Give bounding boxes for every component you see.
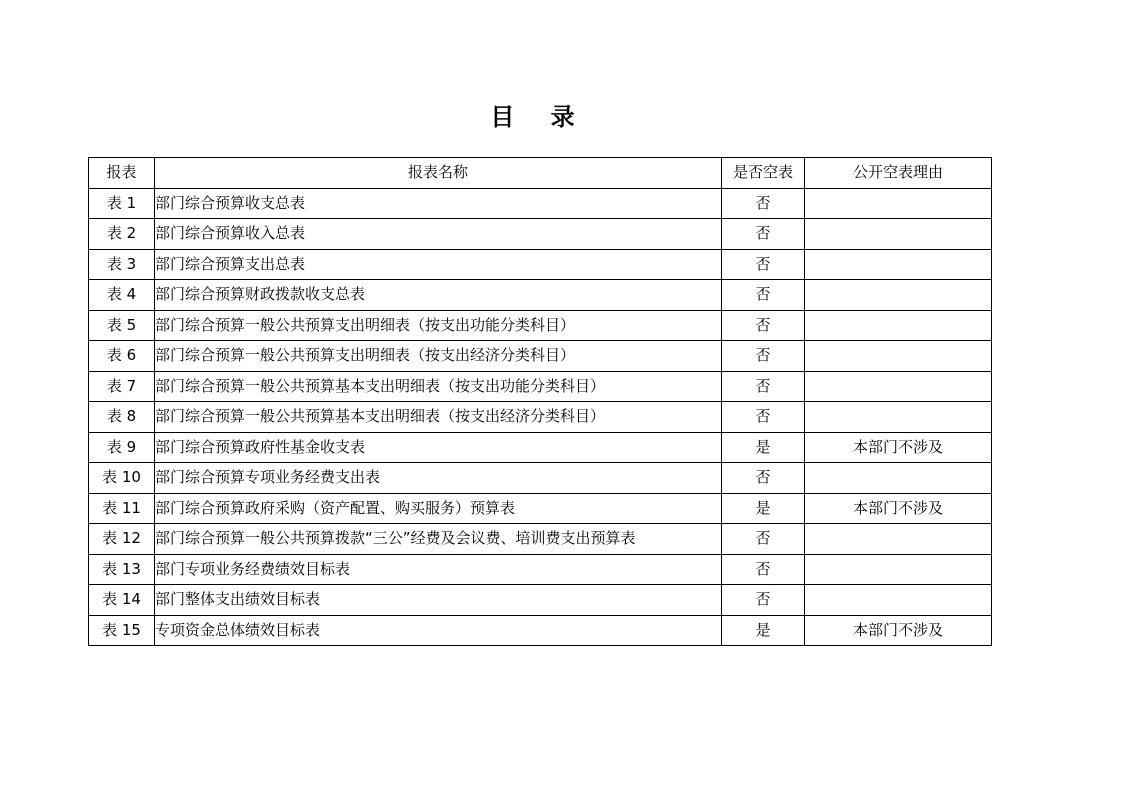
empty-reason — [805, 249, 992, 280]
empty-reason — [805, 463, 992, 494]
table-row — [89, 615, 992, 646]
is-empty-value: 否 — [722, 280, 805, 311]
is-empty-value: 否 — [722, 524, 805, 555]
empty-reason — [805, 280, 992, 311]
is-empty-value: 否 — [722, 341, 805, 372]
report-name: 部门综合预算专项业务经费支出表 — [155, 463, 722, 494]
table-row — [89, 524, 992, 555]
report-id: 表 4 — [89, 280, 155, 311]
table-row — [89, 432, 992, 463]
report-name: 部门综合预算财政拨款收支总表 — [155, 280, 722, 311]
report-name: 部门综合预算一般公共预算基本支出明细表（按支出经济分类科目） — [155, 402, 722, 433]
report-id: 表 10 — [89, 463, 155, 494]
report-id: 表 12 — [89, 524, 155, 555]
is-empty-value: 是 — [722, 615, 805, 646]
is-empty-value: 否 — [722, 585, 805, 616]
report-name: 部门综合预算支出总表 — [155, 249, 722, 280]
empty-reason — [805, 341, 992, 372]
is-empty-value: 否 — [722, 188, 805, 219]
empty-reason: 本部门不涉及 — [805, 432, 992, 463]
empty-reason — [805, 219, 992, 250]
is-empty-value: 否 — [722, 219, 805, 250]
header-is-empty: 是否空表 — [722, 158, 805, 189]
is-empty-value: 否 — [722, 249, 805, 280]
table-row — [89, 249, 992, 280]
report-id: 表 6 — [89, 341, 155, 372]
is-empty-value: 否 — [722, 310, 805, 341]
table-row — [89, 463, 992, 494]
report-name: 部门综合预算一般公共预算支出明细表（按支出功能分类科目） — [155, 310, 722, 341]
report-id: 表 13 — [89, 554, 155, 585]
is-empty-value: 是 — [722, 493, 805, 524]
table-row — [89, 188, 992, 219]
empty-reason — [805, 524, 992, 555]
table-row — [89, 402, 992, 433]
is-empty-value: 否 — [722, 402, 805, 433]
table-row — [89, 554, 992, 585]
empty-reason — [805, 310, 992, 341]
report-name: 部门综合预算一般公共预算支出明细表（按支出经济分类科目） — [155, 341, 722, 372]
page-title: 目 录 — [490, 102, 589, 131]
empty-reason: 本部门不涉及 — [805, 493, 992, 524]
empty-reason — [805, 402, 992, 433]
table-row — [89, 280, 992, 311]
report-table — [88, 157, 992, 646]
report-name: 部门综合预算收入总表 — [155, 219, 722, 250]
table-header-row — [89, 158, 992, 189]
empty-reason — [805, 188, 992, 219]
report-name: 部门整体支出绩效目标表 — [155, 585, 722, 616]
table-row — [89, 310, 992, 341]
report-id: 表 1 — [89, 188, 155, 219]
header-report-name: 报表名称 — [155, 158, 722, 189]
report-name: 部门综合预算政府采购（资产配置、购买服务）预算表 — [155, 493, 722, 524]
report-name: 专项资金总体绩效目标表 — [155, 615, 722, 646]
is-empty-value: 否 — [722, 554, 805, 585]
report-id: 表 11 — [89, 493, 155, 524]
report-id: 表 14 — [89, 585, 155, 616]
empty-reason — [805, 554, 992, 585]
header-report: 报表 — [89, 158, 155, 189]
table-row — [89, 219, 992, 250]
report-name: 部门综合预算一般公共预算拨款“三公”经费及会议费、培训费支出预算表 — [155, 524, 722, 555]
report-id: 表 3 — [89, 249, 155, 280]
report-name: 部门综合预算收支总表 — [155, 188, 722, 219]
report-id: 表 15 — [89, 615, 155, 646]
table-row — [89, 585, 992, 616]
table-row — [89, 493, 992, 524]
report-name: 部门专项业务经费绩效目标表 — [155, 554, 722, 585]
empty-reason — [805, 585, 992, 616]
header-empty-reason: 公开空表理由 — [805, 158, 992, 189]
is-empty-value: 否 — [722, 371, 805, 402]
is-empty-value: 否 — [722, 463, 805, 494]
report-name: 部门综合预算一般公共预算基本支出明细表（按支出功能分类科目） — [155, 371, 722, 402]
table-row — [89, 371, 992, 402]
empty-reason: 本部门不涉及 — [805, 615, 992, 646]
report-name: 部门综合预算政府性基金收支表 — [155, 432, 722, 463]
report-id: 表 8 — [89, 402, 155, 433]
report-id: 表 2 — [89, 219, 155, 250]
report-id: 表 9 — [89, 432, 155, 463]
table-row — [89, 341, 992, 372]
report-id: 表 7 — [89, 371, 155, 402]
report-id: 表 5 — [89, 310, 155, 341]
is-empty-value: 是 — [722, 432, 805, 463]
empty-reason — [805, 371, 992, 402]
